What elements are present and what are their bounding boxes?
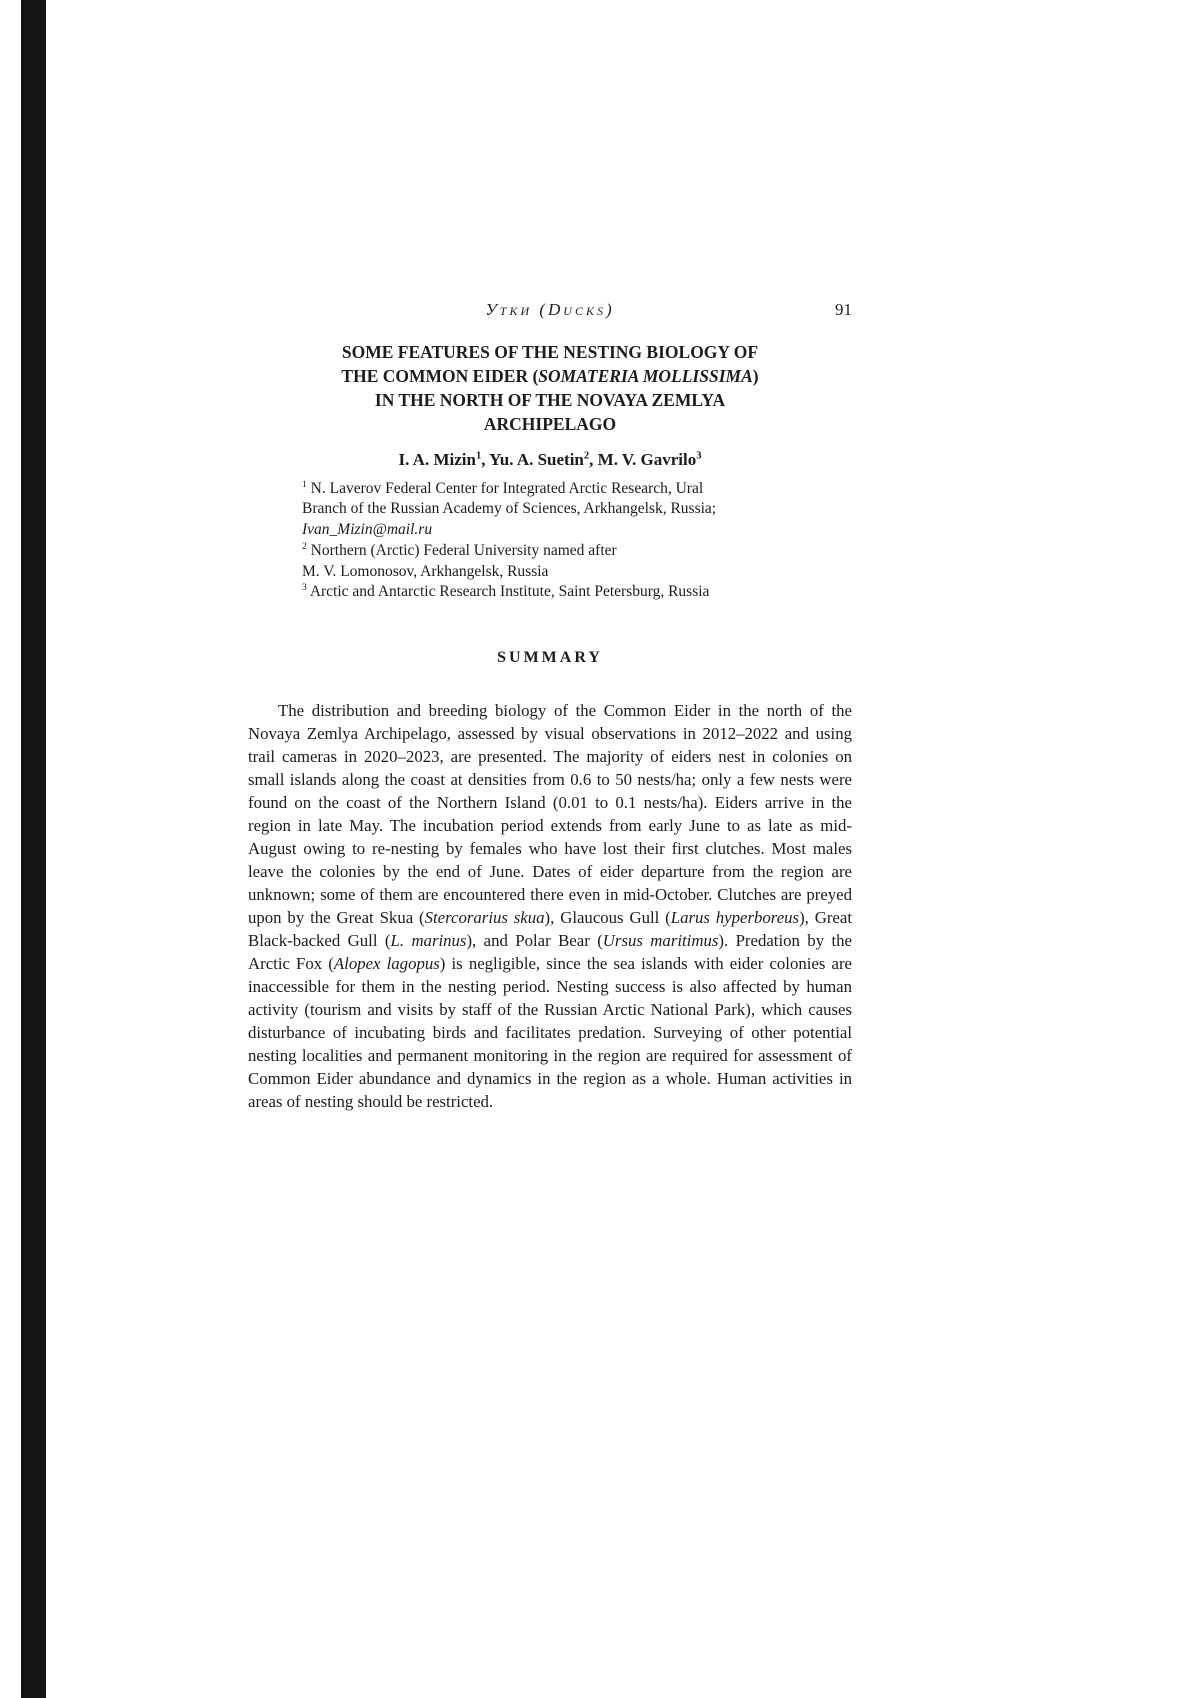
article-title-line: SOME FEATURES OF THE NESTING BIOLOGY OF [341, 342, 759, 362]
affiliation-item: $^1$ N. Laverov Federal Center for Integrated Arctic Research, Ural Branch of the Russian Academy of Sciences, Arkhangelsk, Russia; Ivan_Mizin@mail.ru [302, 478, 717, 539]
page-number: 91 [835, 300, 852, 319]
article-title-line: THE COMMON EIDER (SOMATERIA MOLLISSIMA) [341, 366, 759, 387]
affiliation-item: $^2$ Northern (Arctic) Federal University named after M. V. Lomonosov, Arkhangelsk, Russia [302, 540, 617, 580]
running-head [248, 300, 852, 324]
scan-binding-edge [21, 0, 46, 1698]
affiliation-item: $^3$ Arctic and Antarctic Research Institute, Saint Petersburg, Russia [302, 582, 710, 601]
abstract-paragraph: The distribution and breeding biology of the Common Eider in the north of the Novaya Zemlya Archipelago, assessed by visual observations in 2012–2022 and using trail cameras in 2020–2023, are presented. The majority of eiders nest in colonies on small islands along the coast at densities from 0.6 to 50 nests/ha; only a few nests were found on the coast of the Northern Island (0.01 to 0.1 nests/ha). Eiders arrive in the region in late May. The incubation period extends from early June to as late as mid-August owing to re-nesting by females who have lost their first clutches. Most males leave the colonies by the end of June. Dates of eider departure from the region are unknown; some of them are encountered there even in mid-October. Clutches are preyed upon by the Great Skua (Stercorarius skua), Glaucous Gull (Larus hyperboreus), Great Black-backed Gull (L. marinus), and Polar Bear (Ursus maritimus). Predation by the Arctic Fox (Alopex lagopus) is negligible, since the sea islands with eider colonies are inaccessible for them in the nesting period. Nesting success is also affected by human activity (tourism and visits by staff of the Russian Arctic National Park), which causes disturbance of incubating birds and facilitates predation. Surveying of other potential nesting localities and permanent monitoring in the region are required for assessment of Common Eider abundance and dynamics in the region as a whole. Human activities in areas of nesting should be restricted. [248, 701, 853, 1112]
affiliations [302, 479, 852, 604]
authors-line: I. A. Mizin$^1$, Yu. A. Suetin$^2$, M. V. Gavrilo$^3$ [398, 449, 702, 469]
running-head-title: Утки (Ducks) [485, 300, 615, 319]
article-title-line: IN THE NORTH OF THE NOVAYA ZEMLYA [374, 390, 726, 411]
summary-heading: SUMMARY [497, 649, 603, 667]
article-title-line: ARCHIPELAGO [483, 414, 617, 435]
page-content [248, 300, 852, 1130]
article-title [248, 340, 852, 437]
